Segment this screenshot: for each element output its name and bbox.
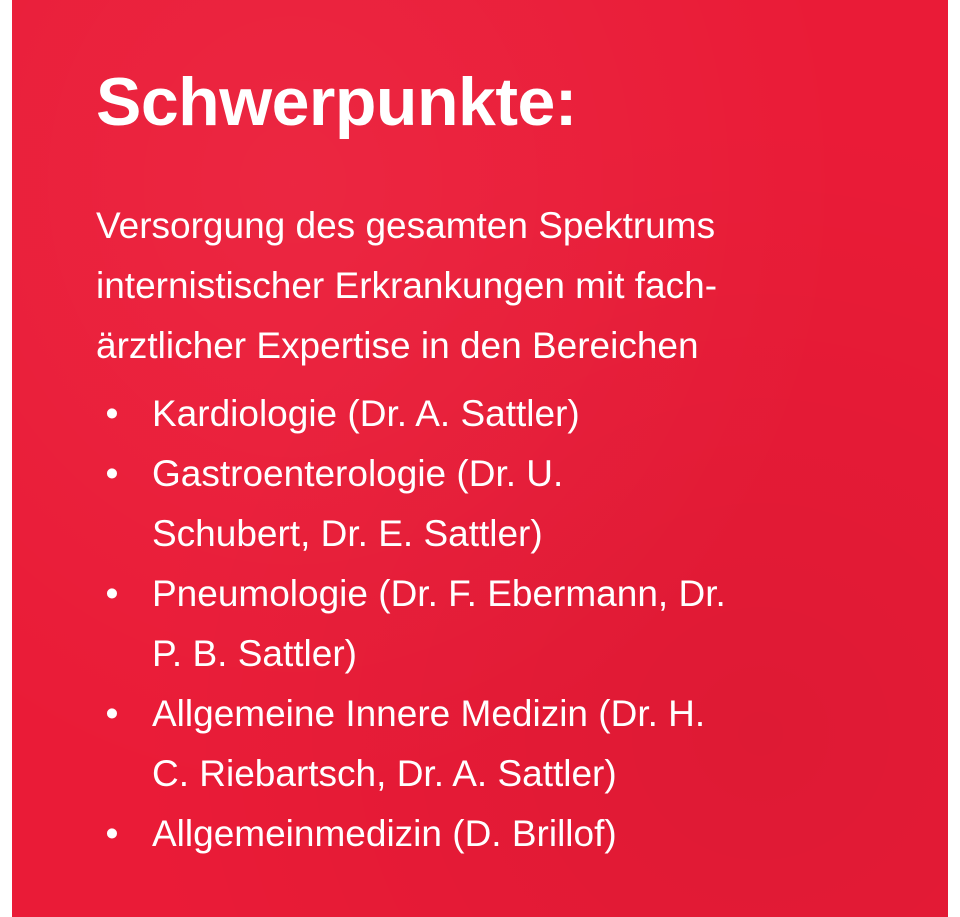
list-item-kardiologie [96,384,916,444]
intro-line-2: internistischer Erkrankungen mit fach- [96,265,718,306]
bullet-icon: • [105,393,119,434]
list-item-line: Allgemeine Innere Medizin (Dr. H. [152,693,706,734]
list-item-line: Allgemeinmedizin (D. Brillof) [152,813,617,854]
specialty-list [96,384,916,864]
list-item-line: Pneumologie (Dr. F. Ebermann, Dr. [152,573,726,614]
list-item-gastroenterologie [96,444,916,564]
list-item-line: Kardiologie (Dr. A. Sattler) [152,393,580,434]
intro-line-1: Versorgung des gesamten Spektrums [96,205,716,246]
list-item-innere-medizin [96,684,916,804]
intro-line-3: ärztlicher Expertise in den Bereichen [96,325,699,366]
bullet-icon: • [105,693,119,734]
list-item-allgemeinmedizin [96,804,916,864]
list-item-line: Schubert, Dr. E. Sattler) [152,513,543,554]
list-item-line: P. B. Sattler) [152,633,357,674]
bullet-icon: • [105,813,119,854]
info-panel [12,0,948,917]
heading: Schwerpunkte: [96,64,577,140]
bullet-icon: • [105,573,119,614]
list-item-line: C. Riebartsch, Dr. A. Sattler) [152,753,617,794]
list-item-pneumologie [96,564,916,684]
bullet-icon: • [105,453,119,494]
intro-paragraph [96,196,896,376]
list-item-line: Gastroenterologie (Dr. U. [152,453,564,494]
